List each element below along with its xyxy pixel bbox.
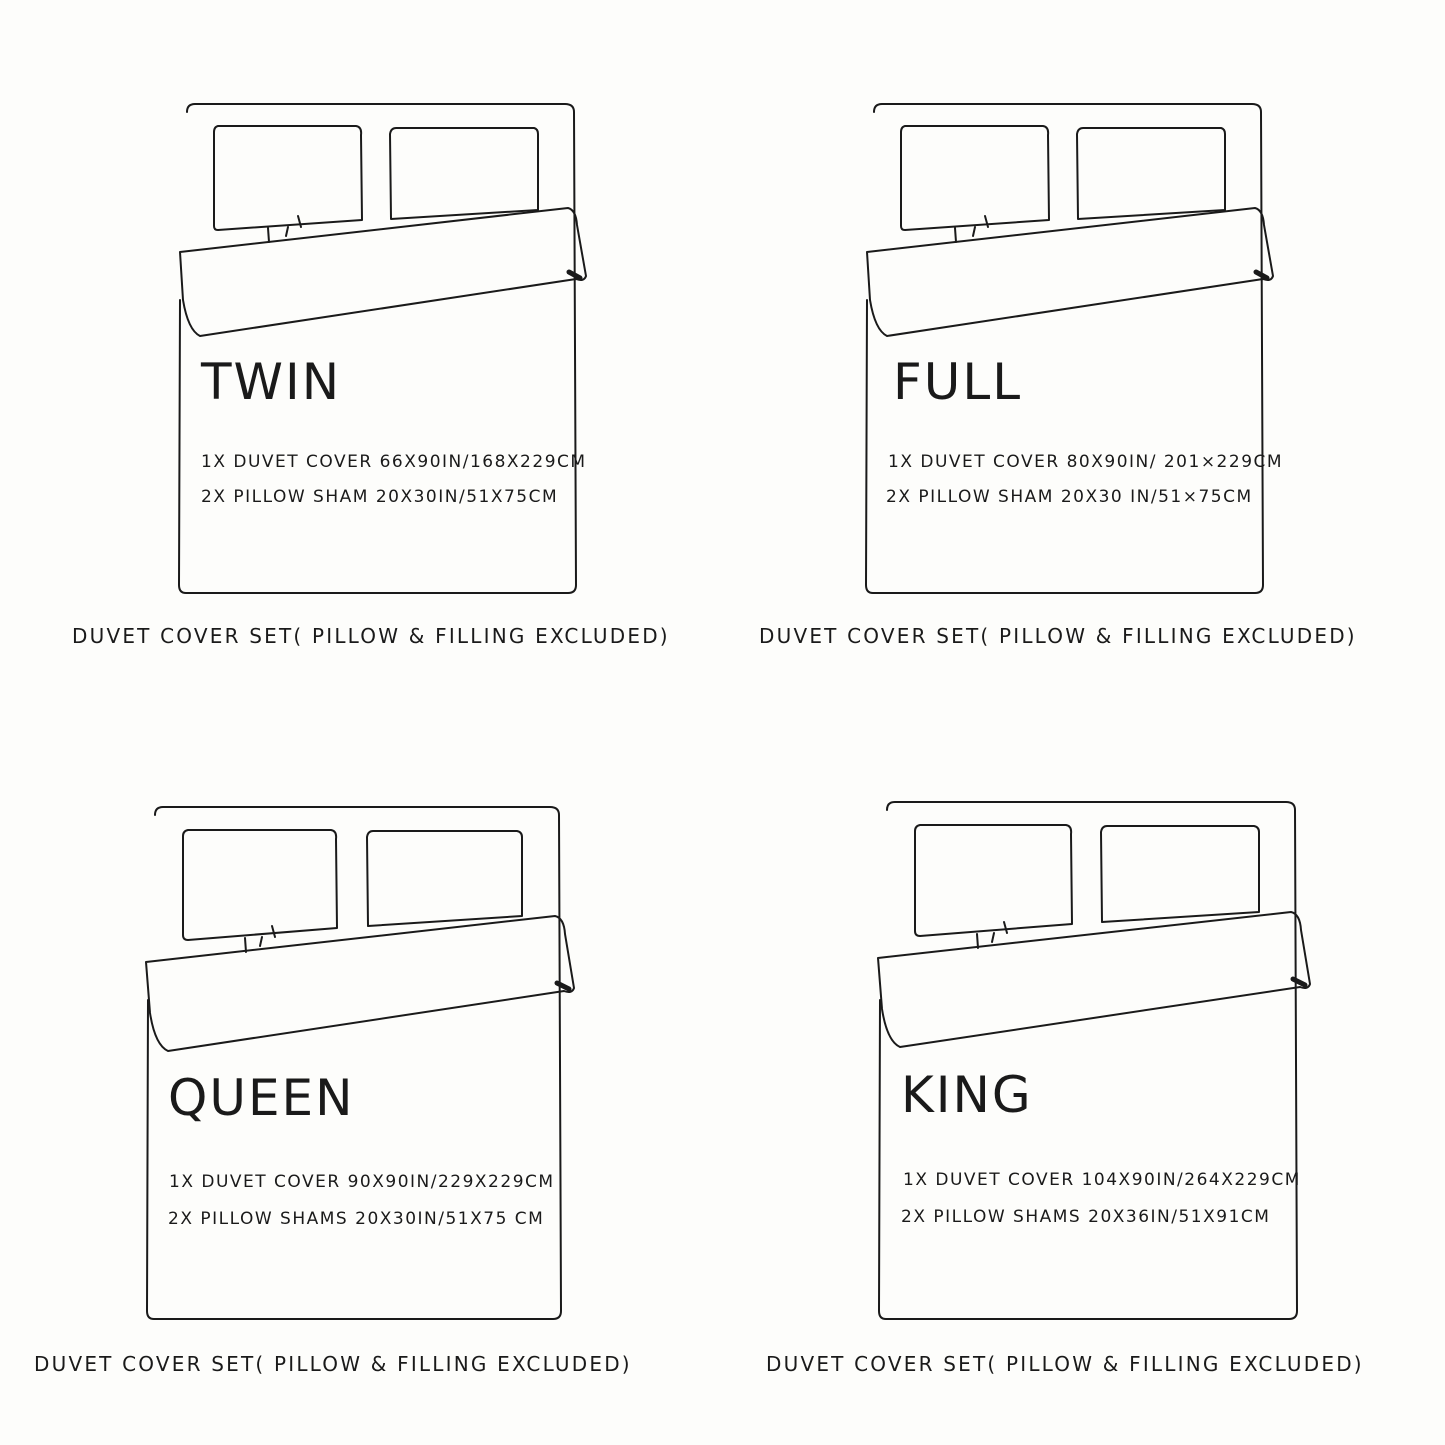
- duvet-spec-twin: 1X DUVET COVER 66X90IN/168X229CM: [201, 452, 587, 472]
- duvet-spec-queen: 1X DUVET COVER 90X90IN/229X229CM: [169, 1172, 555, 1192]
- caption-king: DUVET COVER SET( PILLOW & FILLING EXCLUDED): [766, 1352, 1364, 1376]
- sham-spec-king: 2X PILLOW SHAMS 20X36IN/51X91CM: [901, 1207, 1271, 1227]
- duvet-crease-c-king: [992, 933, 994, 942]
- pillow-left-king: [915, 825, 1072, 936]
- duvet-crease-b-king: [1004, 922, 1007, 933]
- size-title-king: KING: [901, 1066, 1033, 1124]
- mattress-king: [879, 802, 1297, 1319]
- caption-queen: DUVET COVER SET( PILLOW & FILLING EXCLUDED): [34, 1352, 632, 1376]
- caption-full: DUVET COVER SET( PILLOW & FILLING EXCLUDED): [759, 624, 1357, 648]
- duvet-crease-a-king: [977, 934, 978, 948]
- duvet-fold-king: [878, 912, 1310, 1047]
- sham-spec-full: 2X PILLOW SHAM 20X30 IN/51×75CM: [886, 487, 1253, 507]
- caption-twin: DUVET COVER SET( PILLOW & FILLING EXCLUDED): [72, 624, 670, 648]
- size-title-full: FULL: [893, 353, 1023, 411]
- duvet-spec-full: 1X DUVET COVER 80X90IN/ 201×229CM: [888, 452, 1284, 472]
- sham-spec-queen: 2X PILLOW SHAMS 20X30IN/51X75 CM: [168, 1209, 545, 1229]
- sham-spec-twin: 2X PILLOW SHAM 20X30IN/51X75CM: [201, 487, 559, 507]
- size-title-twin: TWIN: [201, 353, 342, 411]
- duvet-spec-king: 1X DUVET COVER 104X90IN/264X229CM: [903, 1170, 1301, 1190]
- pillow-right-king: [1101, 826, 1259, 922]
- size-title-queen: QUEEN: [168, 1069, 355, 1127]
